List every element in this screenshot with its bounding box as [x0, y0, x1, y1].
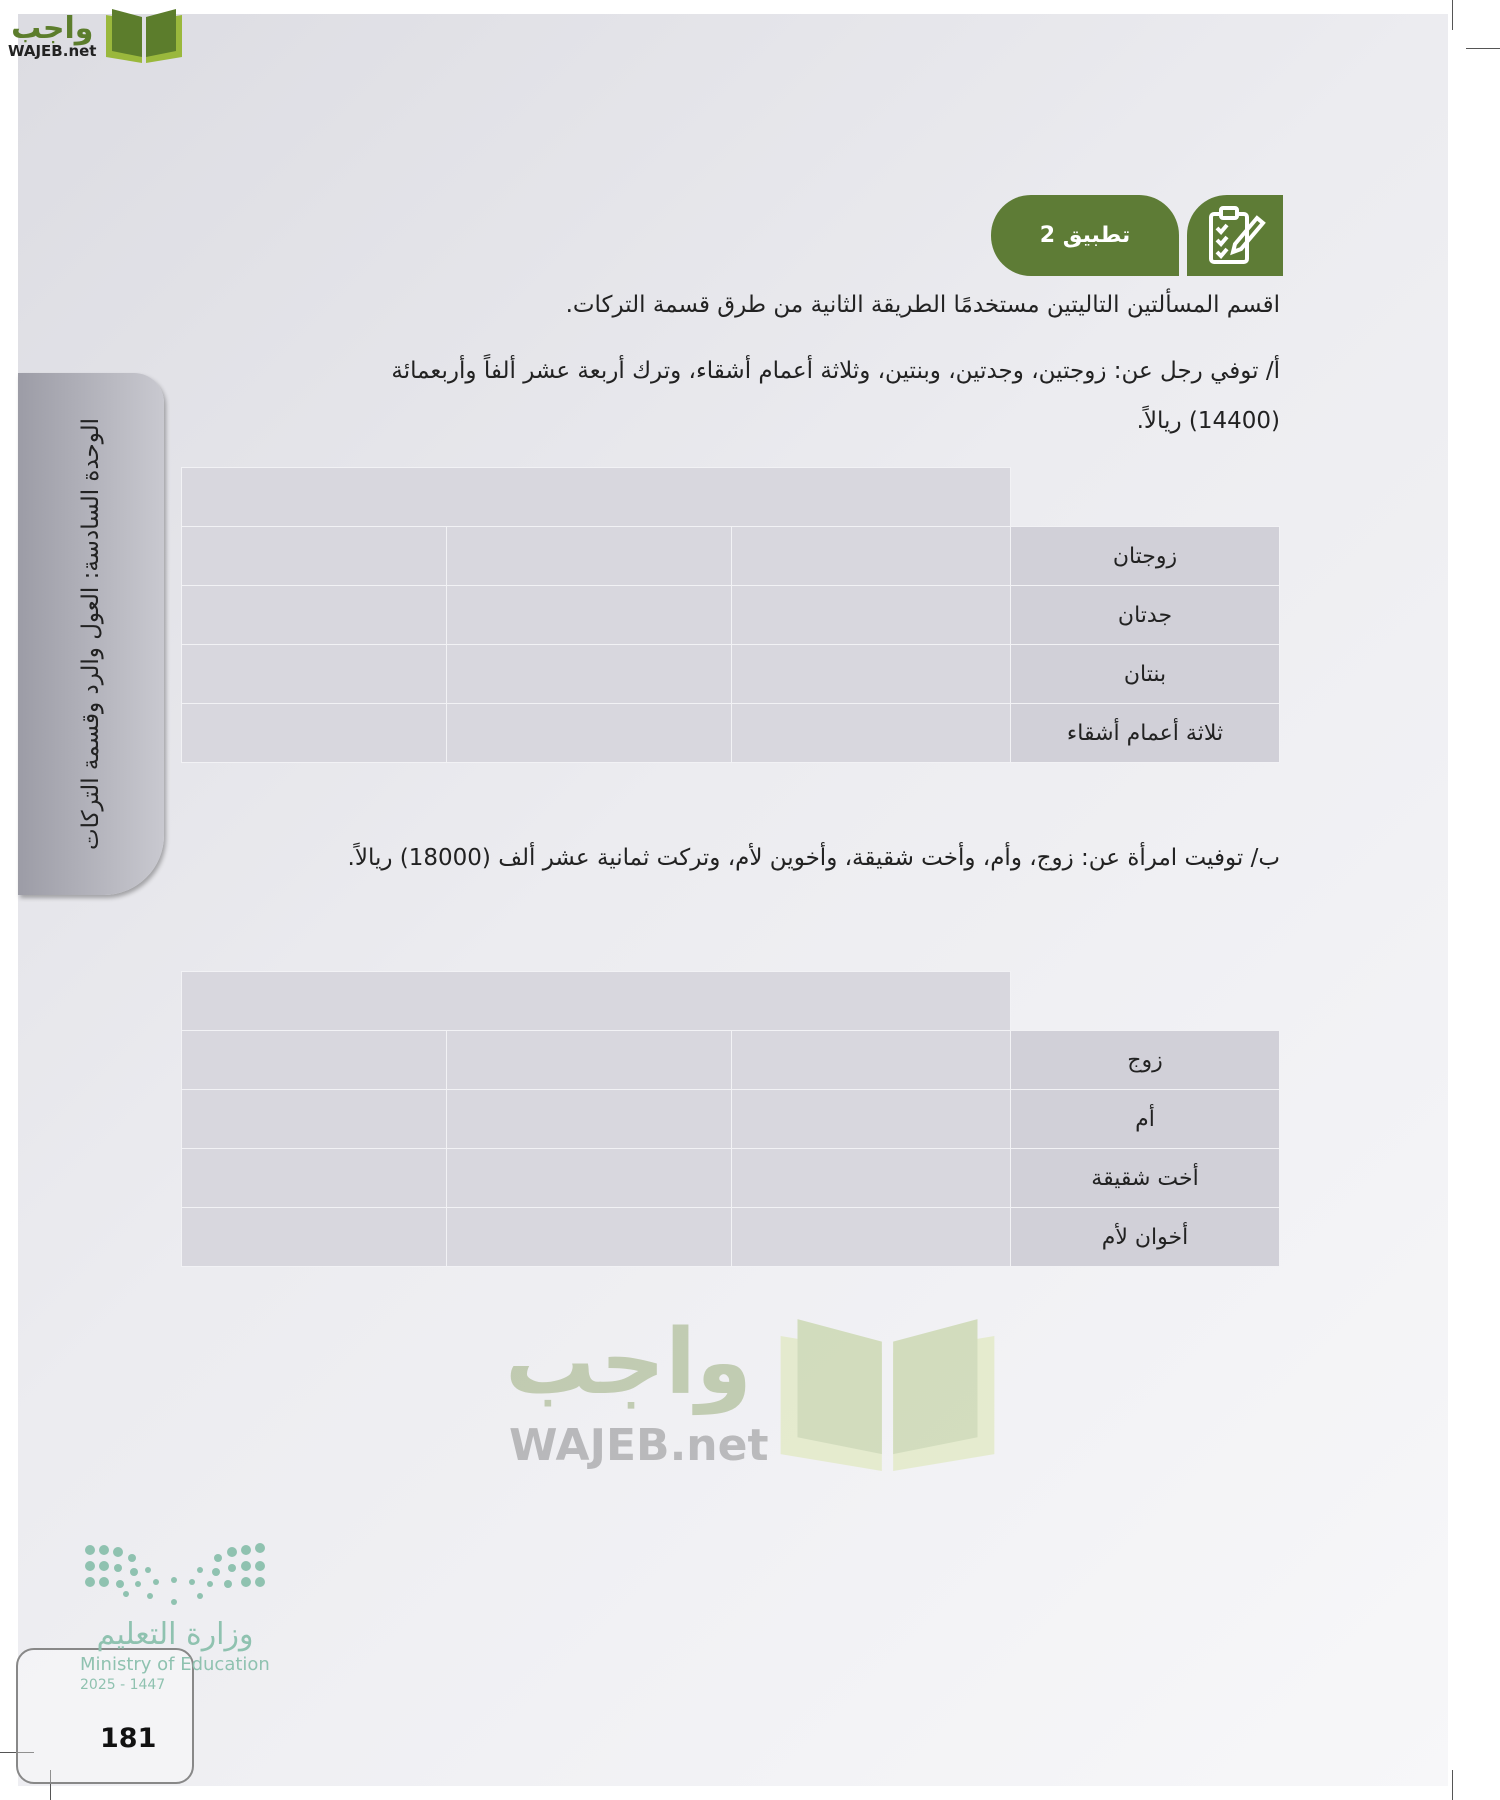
watermark-latin: WAJEB.net — [509, 1420, 769, 1471]
logo-latin: WAJEB.net — [8, 41, 97, 60]
answer-cell[interactable] — [732, 1031, 1011, 1090]
answer-cell[interactable] — [182, 527, 447, 586]
answer-cell[interactable] — [447, 1031, 732, 1090]
answer-cell[interactable] — [732, 1090, 1011, 1149]
heir-label: ثلاثة أعمام أشقاء — [1011, 704, 1280, 763]
empty-corner — [1011, 972, 1280, 1031]
empty-corner — [1011, 468, 1280, 527]
clipboard-checklist-icon — [1187, 195, 1283, 276]
ministry-logo — [80, 1538, 270, 1694]
ministry-arabic: وزارة التعليم — [96, 1617, 254, 1652]
banner-label: تطبيق 2 — [991, 195, 1179, 276]
table-row — [182, 527, 1280, 586]
heir-label: أم — [1011, 1090, 1280, 1149]
answer-cell[interactable] — [182, 1149, 447, 1208]
watermark-arabic: واجب — [505, 1310, 752, 1415]
answer-cell[interactable] — [182, 1090, 447, 1149]
table-row — [182, 1090, 1280, 1149]
table-header-cell[interactable] — [182, 468, 1011, 527]
answer-cell[interactable] — [182, 1208, 447, 1267]
heir-label: بنتان — [1011, 645, 1280, 704]
heir-label: أخوان لأم — [1011, 1208, 1280, 1267]
answer-cell[interactable] — [182, 704, 447, 763]
section-banner — [991, 195, 1283, 276]
instruction-text: اقسم المسألتين التاليتين مستخدمًا الطريقة الثانية من طرق قسمة التركات. — [565, 292, 1280, 318]
book-icon — [104, 7, 184, 65]
table-row — [182, 1149, 1280, 1208]
problem-b-line1: ب/ توفيت امرأة عن: زوج، وأم، وأخت شقيقة، وأخوين لأم، وتركت ثمانية عشر ألف (18000) ريالاً. — [347, 845, 1280, 871]
answer-cell[interactable] — [447, 1208, 732, 1267]
ministry-english: Ministry of Education — [80, 1654, 270, 1675]
answer-cell[interactable] — [182, 586, 447, 645]
crop-mark — [1466, 48, 1500, 49]
ministry-dots-icon — [80, 1538, 270, 1608]
logo-arabic: واجب — [11, 10, 94, 46]
answer-cell[interactable] — [447, 586, 732, 645]
unit-title: الوحدة السادسة: العول والرد وقسمة التركات — [78, 417, 104, 851]
heir-label: زوجتان — [1011, 527, 1280, 586]
answer-cell[interactable] — [732, 1208, 1011, 1267]
heir-label: أخت شقيقة — [1011, 1149, 1280, 1208]
answer-cell[interactable] — [732, 645, 1011, 704]
answer-cell[interactable] — [447, 527, 732, 586]
table-row — [182, 1208, 1280, 1267]
problem-a-table — [181, 467, 1280, 763]
main-content — [181, 280, 1280, 1267]
answer-cell[interactable] — [447, 1149, 732, 1208]
answer-cell[interactable] — [182, 1031, 447, 1090]
answer-cell[interactable] — [732, 586, 1011, 645]
problem-b-table — [181, 971, 1280, 1267]
answer-cell[interactable] — [732, 527, 1011, 586]
problem-a-line2: (14400) ريالاً. — [1136, 408, 1280, 434]
table-row — [182, 1031, 1280, 1090]
crop-mark — [1452, 0, 1453, 30]
unit-side-tab — [18, 373, 164, 895]
heir-label: زوج — [1011, 1031, 1280, 1090]
answer-cell[interactable] — [182, 645, 447, 704]
answer-cell[interactable] — [447, 1090, 732, 1149]
ministry-year: 2025 - 1447 — [80, 1677, 166, 1693]
answer-cell[interactable] — [732, 704, 1011, 763]
table-row — [182, 586, 1280, 645]
table-row — [182, 645, 1280, 704]
page-number: 181 — [100, 1723, 157, 1754]
heir-label: جدتان — [1011, 586, 1280, 645]
answer-cell[interactable] — [447, 645, 732, 704]
problem-a-line1: أ/ توفي رجل عن: زوجتين، وجدتين، وبنتين، وثلاثة أعمام أشقاء، وترك أربعة عشر ألفاً وأربعمائة — [391, 358, 1280, 384]
table-row — [182, 704, 1280, 763]
wajeb-logo[interactable] — [8, 4, 193, 68]
answer-cell[interactable] — [447, 704, 732, 763]
crop-mark — [1452, 1770, 1453, 1800]
answer-cell[interactable] — [732, 1149, 1011, 1208]
table-header-cell[interactable] — [182, 972, 1011, 1031]
